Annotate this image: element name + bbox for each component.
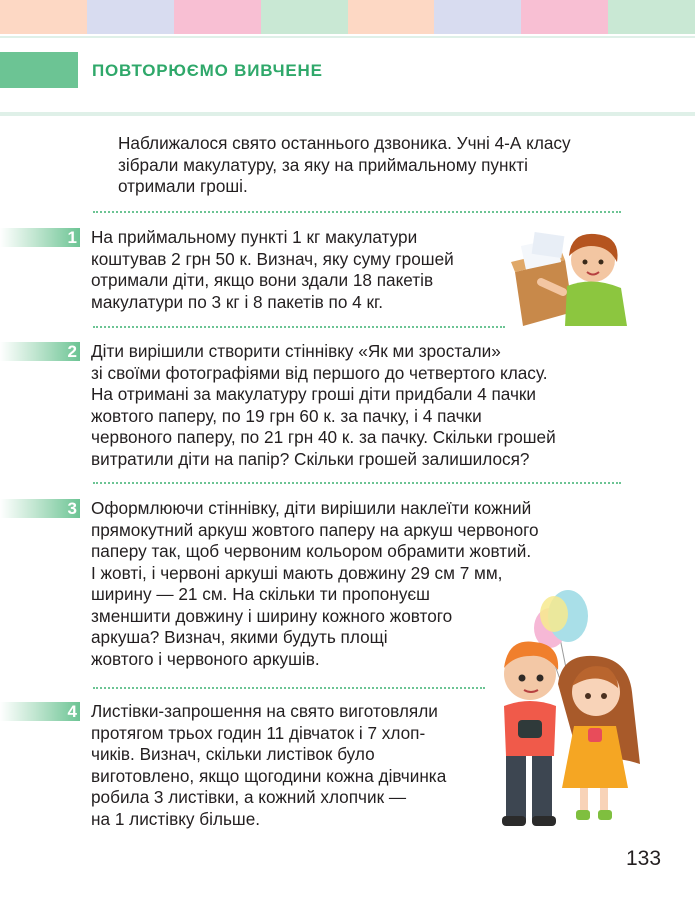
task-line: виготовлено, якщо щогодини кожна дівчинка [91,765,447,786]
task-line: робила 3 листівки, а кожний хлопчик — [91,787,407,807]
task-line: паперу так, щоб червоним кольором обрамити жовтий. [91,541,532,561]
header-accent-box [0,52,78,88]
task-line: прямокутний аркуш жовтого паперу на аркуш червоного [91,519,539,540]
task-4-text [91,701,446,830]
task-number: 4 [67,702,77,721]
stripe [521,0,608,34]
task-number: 2 [67,342,77,361]
task-1-text [91,227,454,313]
task-line: зі своїми фотографіями від першого до четвертого класу. [91,362,548,383]
stripe [261,0,348,34]
stripe [348,0,435,34]
top-color-stripes [0,0,695,34]
task-line: на 1 листівку більше. [91,808,261,829]
task-line: макулатури по 3 кг і 8 пакетів по 4 кг. [91,291,383,312]
task-line: жовтого паперу, по 19 грн 60 к. за пачку, і 4 пачки [91,405,482,426]
stripe [608,0,695,34]
dotted-divider [93,326,505,328]
task-line: коштував 2 грн 50 к. Визнач, яку суму грошей [91,248,454,269]
task-line: зменшити довжину і ширину кожного жовтого [91,605,453,626]
task-number-tab [0,702,80,721]
header-rule-bottom [0,112,695,116]
task-number-tab [0,342,80,361]
task-line: жовтого і червоного аркушів. [91,648,320,669]
task-line: чиків. Визнач, скільки листівок було [91,744,375,764]
task-line: Оформлюючи стіннівку, діти вирішили наклеїти кожний [91,498,532,518]
task-line: І жовті, і червоні аркуші мають довжину 29 см 7 мм, [91,562,503,583]
dotted-divider [93,482,621,484]
task-number-tab [0,499,80,518]
task-number: 1 [67,228,77,247]
stripe [434,0,521,34]
task-line: Діти вирішили створити стіннівку «Як ми зростали» [91,341,501,361]
intro-line: отримали гроші. [118,176,248,196]
header-rule-top [0,36,695,38]
task-line: витратили діти на папір? Скільки грошей залишилося? [91,448,530,469]
boy-with-paper-box-illustration [505,222,635,330]
intro-paragraph [118,133,571,198]
task-2-text [91,341,556,470]
task-number-tab [0,228,80,247]
task-number: 3 [67,499,77,518]
task-line: ширину — 21 см. На скільки ти пропонуєш [91,584,430,604]
task-line: На приймальному пункті 1 кг макулатури [91,227,418,247]
children-with-balloons-illustration [490,588,650,834]
task-line: отримали діти, якщо вони здали 18 пакетів [91,270,434,290]
page-number: 133 [626,847,662,870]
section-title: ПОВТОРЮЄМО ВИВЧЕНЕ [92,61,323,80]
stripe [87,0,174,34]
task-line: протягом трьох годин 11 дівчаток і 7 хлоп- [91,722,426,743]
dotted-divider [93,687,485,689]
stripe [0,0,87,34]
dotted-divider [93,211,621,213]
intro-line: зібрали макулатуру, за яку на приймальному пункті [118,154,528,175]
task-3-text [91,498,539,670]
task-line: На отримані за макулатуру гроші діти придбали 4 пачки [91,384,537,404]
intro-line: Наближалося свято останнього дзвоника. Учні 4-А класу [118,133,571,153]
task-line: Листівки-запрошення на свято виготовляли [91,701,438,721]
task-line: аркуша? Визнач, якими будуть площі [91,627,388,647]
stripe [174,0,261,34]
task-line: червоного паперу, по 21 грн 40 к. за пачку. Скільки грошей [91,427,556,447]
